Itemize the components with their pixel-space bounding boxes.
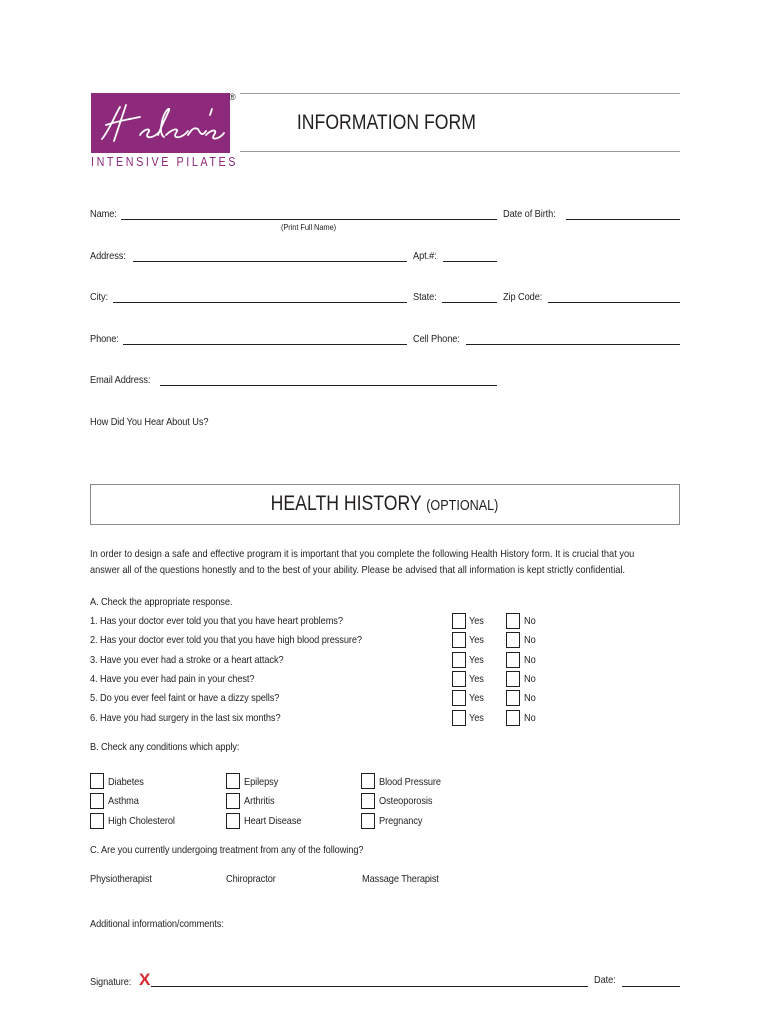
q6-no-checkbox[interactable] — [506, 710, 520, 726]
q5-yes-label: Yes — [469, 692, 484, 704]
q1-no-checkbox[interactable] — [506, 613, 520, 629]
q1-yes-checkbox[interactable] — [452, 613, 466, 629]
email-field[interactable] — [160, 385, 497, 386]
section-b-heading: B. Check any conditions which apply: — [90, 741, 240, 753]
heart-disease-label: Heart Disease — [244, 815, 302, 827]
q4-no-label: No — [524, 673, 536, 685]
signature-x-mark: X — [139, 970, 151, 989]
health-title-text: HEALTH HISTORY — [271, 492, 422, 515]
q4-yes-label: Yes — [469, 673, 484, 685]
hear-label: How Did You Hear About Us? — [90, 416, 209, 428]
blood-pressure-checkbox[interactable] — [361, 773, 375, 789]
zip-label: Zip Code: — [503, 291, 543, 303]
phone-label: Phone: — [90, 333, 119, 345]
question-3: 3. Have you ever had a stroke or a heart attack? — [90, 654, 284, 666]
signature-field[interactable] — [151, 986, 588, 987]
apt-label: Apt.#: — [413, 250, 437, 262]
q3-yes-label: Yes — [469, 654, 484, 666]
date-field[interactable] — [622, 986, 680, 987]
question-4: 4. Have you ever had pain in your chest? — [90, 673, 255, 685]
pregnancy-label: Pregnancy — [379, 815, 423, 827]
form-title: INFORMATION FORM — [296, 111, 476, 134]
q3-no-label: No — [524, 654, 536, 666]
q5-no-label: No — [524, 692, 536, 704]
section-a-heading: A. Check the appropriate response. — [90, 596, 233, 608]
dob-label: Date of Birth: — [503, 208, 556, 220]
q6-yes-label: Yes — [469, 712, 484, 724]
arthritis-label: Arthritis — [244, 795, 275, 807]
q3-no-checkbox[interactable] — [506, 652, 520, 668]
asthma-checkbox[interactable] — [90, 793, 104, 809]
optional-text: (OPTIONAL) — [426, 497, 499, 514]
email-label: Email Address: — [90, 374, 151, 386]
city-label: City: — [90, 291, 109, 303]
section-c-heading: C. Are you currently undergoing treatment from any of the following? — [90, 844, 364, 856]
question-6: 6. Have you had surgery in the last six months? — [90, 712, 281, 724]
asthma-label: Asthma — [108, 795, 139, 807]
q6-no-label: No — [524, 712, 536, 724]
q5-yes-checkbox[interactable] — [452, 690, 466, 706]
diabetes-label: Diabetes — [108, 776, 144, 788]
q2-yes-label: Yes — [469, 634, 484, 646]
q6-yes-checkbox[interactable] — [452, 710, 466, 726]
address-label: Address: — [90, 250, 126, 262]
q5-no-checkbox[interactable] — [506, 690, 520, 706]
additional-info-label: Additional information/comments: — [90, 918, 224, 930]
question-1: 1. Has your doctor ever told you that you have heart problems? — [90, 615, 343, 627]
q1-yes-label: Yes — [469, 615, 484, 627]
cell-label: Cell Phone: — [413, 333, 460, 345]
name-label: Name: — [90, 208, 117, 220]
q1-no-label: No — [524, 615, 536, 627]
dob-field[interactable] — [566, 219, 680, 220]
question-2: 2. Has your doctor ever told you that you have high blood pressure? — [90, 634, 362, 646]
health-intro — [90, 546, 680, 578]
q2-no-checkbox[interactable] — [506, 632, 520, 648]
date-label: Date: — [594, 974, 616, 986]
name-hint: (Print Full Name) — [281, 222, 337, 232]
heart-disease-checkbox[interactable] — [226, 813, 240, 829]
logo-subtitle: INTENSIVE PILATES — [91, 155, 239, 169]
high-cholesterol-checkbox[interactable] — [90, 813, 104, 829]
address-field[interactable] — [133, 261, 407, 262]
registered-mark: ® — [229, 92, 236, 102]
diabetes-checkbox[interactable] — [90, 773, 104, 789]
q2-yes-checkbox[interactable] — [452, 632, 466, 648]
osteoporosis-label: Osteoporosis — [379, 795, 433, 807]
header-rule-bottom — [240, 151, 680, 152]
blood-pressure-label: Blood Pressure — [379, 776, 441, 788]
treatment-physiotherapist: Physiotherapist — [90, 873, 152, 885]
pregnancy-checkbox[interactable] — [361, 813, 375, 829]
q3-yes-checkbox[interactable] — [452, 652, 466, 668]
q2-no-label: No — [524, 634, 536, 646]
arthritis-checkbox[interactable] — [226, 793, 240, 809]
osteoporosis-checkbox[interactable] — [361, 793, 375, 809]
epilepsy-checkbox[interactable] — [226, 773, 240, 789]
apt-field[interactable] — [443, 261, 497, 262]
header-rule-top — [240, 93, 680, 94]
name-field[interactable] — [121, 219, 497, 220]
phone-field[interactable] — [123, 344, 407, 345]
city-field[interactable] — [113, 302, 407, 303]
intro-line-1: In order to design a safe and effective program it is important that you complete the following Health History form. It is crucial that you — [90, 548, 635, 560]
state-field[interactable] — [442, 302, 497, 303]
zip-field[interactable] — [548, 302, 680, 303]
high-cholesterol-label: High Cholesterol — [108, 815, 175, 827]
treatment-massage-therapist: Massage Therapist — [362, 873, 439, 885]
epilepsy-label: Epilepsy — [244, 776, 279, 788]
treatment-chiropractor: Chiropractor — [226, 873, 276, 885]
q4-no-checkbox[interactable] — [506, 671, 520, 687]
health-history-title — [90, 492, 680, 516]
state-label: State: — [413, 291, 437, 303]
q4-yes-checkbox[interactable] — [452, 671, 466, 687]
cell-field[interactable] — [466, 344, 680, 345]
intro-line-2: answer all of the questions honestly and to the best of your ability. Please be advised that all information is kept strictly confidential. — [90, 564, 626, 576]
signature-label: Signature: — [90, 976, 132, 988]
question-5: 5. Do you ever feel faint or have a dizzy spells? — [90, 692, 280, 704]
